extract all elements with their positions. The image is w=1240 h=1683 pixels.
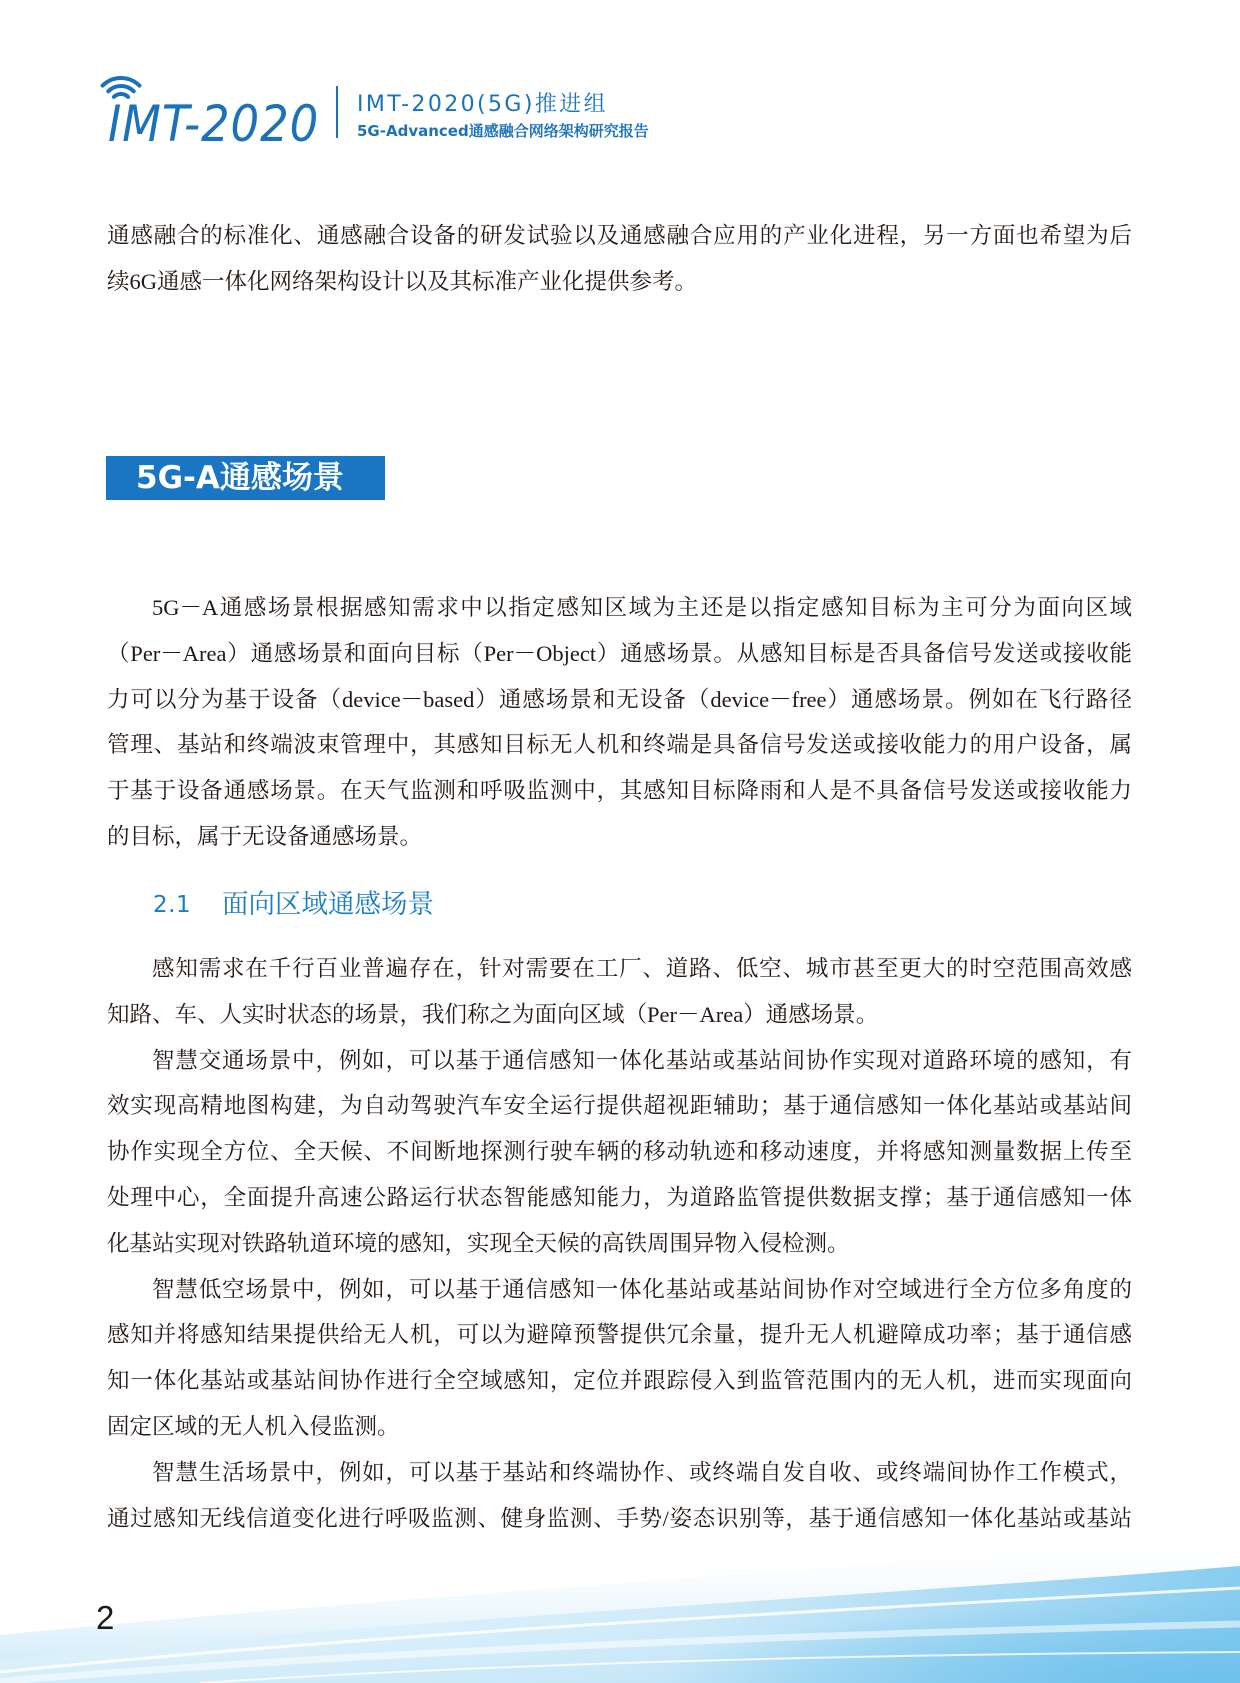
paragraph-line: 管理、基站和终端波束管理中，其感知目标无人机和终端是具备信号发送或接收能力的用户设备，属	[107, 732, 1132, 758]
paragraph	[107, 1267, 1132, 1450]
header-divider	[336, 86, 338, 138]
paragraph-line: 固定区域的无人机入侵监测。	[107, 1413, 400, 1439]
paragraph-line: 智慧生活场景中，例如，可以基于基站和终端协作、或终端自发自收、或终端间协作工作模式，	[152, 1459, 1132, 1485]
paragraph-line: 智慧低空场景中，例如，可以基于通信感知一体化基站或基站间协作对空域进行全方位多角度的	[152, 1276, 1132, 1302]
paragraph-line: 智慧交通场景中，例如，可以基于通信感知一体化基站或基站间协作实现对道路环境的感知，有	[152, 1047, 1132, 1073]
signal-arc-middle	[108, 86, 133, 91]
paragraph-line: 感知需求在千行百业普遍存在，针对需要在工厂、道路、低空、城市甚至更大的时空范围高效感	[152, 956, 1132, 981]
paragraph-line: 处理中心，全面提升高速公路运行状态智能感知能力，为道路监管提供数据支撑；基于通信感知一体	[107, 1184, 1132, 1210]
paragraph-line: 5G－A通感场景根据感知需求中以指定感知区域为主还是以指定感知目标为主可分为面向区域	[152, 595, 1132, 620]
subsection-body	[107, 946, 1132, 1541]
intro-paragraph	[107, 213, 1132, 305]
paragraph-line: 感知并将感知结果提供给无人机，可以为避障预警提供冗余量，提升无人机避障成功率；基于通信感	[107, 1322, 1132, 1348]
subsection-number: 2.1	[153, 892, 192, 918]
logo-text: IMT-2020	[108, 95, 320, 153]
paragraph-line: 知路、车、人实时状态的场景，我们称之为面向区域（Per－Area）通感场景。	[107, 1001, 879, 1027]
paragraph-line: 通感融合的标准化、通感融合设备的研发试验以及通感融合应用的产业化进程，另一方面也希望为后	[107, 223, 1132, 248]
org-title: IMT-2020(5G)推进组	[357, 92, 609, 117]
section-heading	[106, 456, 385, 500]
paragraph-line: 于基于设备通感场景。在天气监测和呼吸监测中，其感知目标降雨和人是不具备信号发送或接收能力	[107, 778, 1132, 804]
paragraph-line: 效实现高精地图构建，为自动驾驶汽车安全运行提供超视距辅助；基于通信感知一体化基站或基站间	[107, 1093, 1132, 1119]
paragraph-line: 的目标，属于无设备通感场景。	[107, 823, 423, 849]
paragraph-line: 知一体化基站或基站间协作进行全空域感知，定位并跟踪侵入到监管范围内的无人机，进而实现面向	[107, 1368, 1132, 1394]
paragraph-line: 协作实现全方位、全天候、不间断地探测行驶车辆的移动轨迹和移动速度，并将感知测量数据上传至	[107, 1139, 1132, 1165]
subsection-title: 面向区域通感场景	[222, 889, 434, 920]
section-paragraph	[107, 585, 1132, 860]
paragraph-line: 通过感知无线信道变化进行呼吸监测、健身监测、手势/姿态识别等，基于通信感知一体化基站或基站	[107, 1505, 1132, 1531]
paragraph-line: 力可以分为基于设备（device－based）通感场景和无设备（device－free）通感场景。例如在飞行路径	[107, 686, 1132, 712]
report-title: 5G-Advanced通感融合网络架构研究报告	[357, 122, 649, 140]
paragraph-line: （Per－Area）通感场景和面向目标（Per－Object）通感场景。从感知目标是否具备信号发送或接收能	[107, 640, 1132, 666]
paragraph	[107, 946, 1132, 1038]
paragraph-line: 续6G通感一体化网络架构设计以及其标准产业化提供参考。	[107, 268, 697, 294]
paragraph	[107, 1450, 1132, 1542]
section-heading-text: 5G-A通感场景	[136, 460, 344, 496]
paragraph-line: 化基站实现对铁路轨道环境的感知，实现全天候的高铁周围异物入侵检测。	[107, 1230, 850, 1256]
page-number: 2	[96, 1599, 115, 1636]
paragraph	[107, 1038, 1132, 1267]
